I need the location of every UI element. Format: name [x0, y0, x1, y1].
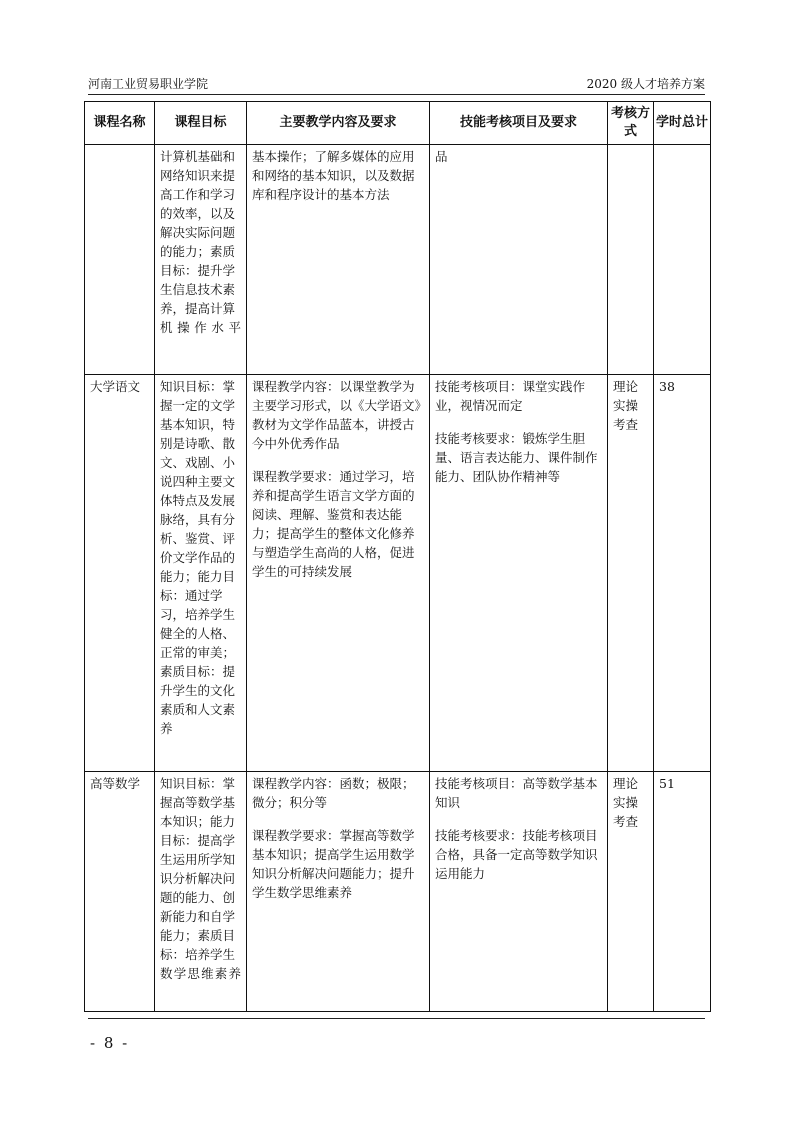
document-title: 2020 级人才培养方案: [586, 77, 705, 91]
assessment-method: [608, 145, 654, 375]
table-row: [85, 375, 711, 772]
header-assessment-method: 考核方式: [608, 102, 654, 145]
content-paragraph: 课程教学内容：以课堂教学为主要学习形式，以《大学语文》教材为文学作品蓝本，讲授古今中外优秀作品: [252, 379, 421, 451]
content-paragraph: 课程教学内容：函数；极限；微分；积分等: [252, 776, 415, 810]
content-paragraph: 基本操作；了解多媒体的应用和网络的基本知识，以及数据库和程序设计的基本方法: [252, 149, 415, 202]
header-skill-assessment: 技能考核项目及要求: [430, 102, 608, 145]
skill-assessment: [430, 772, 608, 1012]
skill-paragraph: 技能考核项目：课堂实践作业，视情况而定: [435, 379, 586, 413]
header-total-hours: 学时总计: [654, 102, 711, 145]
course-goal: 计算机基础和网络知识来提高工作和学习的效率，以及解决实际问题的能力；素质目标：提升学生信息技术素养，提高计算机操作水平: [155, 145, 247, 375]
course-goal: 知识目标：掌握一定的文学基本知识，特别是诗歌、散文、戏剧、小说四种主要文体特点及发展脉络，具有分析、鉴赏、评价文学作品的能力；能力目标：通过学习，培养学生健全的人格、正常的审美；素质目标：提升学生的文化素质和人文素养: [155, 375, 247, 772]
skill-paragraph: 技能考核要求：锻炼学生胆量、语言表达能力、课件制作能力、团队协作精神等: [435, 431, 598, 484]
content-paragraph: 课程教学要求：掌握高等数学基本知识；提高学生运用数学知识分析解决问题能力；提升学生数学思维素养: [252, 828, 415, 900]
header-course-name: 课程名称: [85, 102, 155, 145]
skill-paragraph: 技能考核项目：高等数学基本知识: [435, 776, 598, 810]
curriculum-table: [84, 101, 711, 1012]
content-paragraph: 课程教学要求：通过学习，培养和提高学生语言文学方面的阅读、理解、鉴赏和表达能力；提高学生的整体文化修养与塑造学生高尚的人格，促进学生的可持续发展: [252, 469, 415, 579]
skill-assessment: [430, 375, 608, 772]
teaching-content: [247, 375, 430, 772]
table-row: [85, 772, 711, 1012]
header-course-goal: 课程目标: [155, 102, 247, 145]
teaching-content: [247, 145, 430, 375]
assessment-method: 理论实操考查: [608, 375, 654, 772]
skill-assessment: [430, 145, 608, 375]
skill-paragraph: 品: [435, 149, 448, 164]
page-number: - 8 -: [90, 1034, 130, 1052]
footer-rule: [88, 1018, 705, 1019]
total-hours: [654, 145, 711, 375]
table-row: [85, 145, 711, 375]
school-name: 河南工业贸易职业学院: [88, 77, 209, 91]
course-name: 大学语文: [85, 375, 155, 772]
total-hours: 51: [654, 772, 711, 1012]
teaching-content: [247, 772, 430, 1012]
table-header-row: [85, 102, 711, 145]
total-hours: 38: [654, 375, 711, 772]
course-name: [85, 145, 155, 375]
course-goal: 知识目标：掌握高等数学基本知识；能力目标：提高学生运用所学知识分析解决问题的能力、创新能力和自学能力；素质目标：培养学生数学思维素养: [155, 772, 247, 1012]
page-header: [88, 74, 705, 95]
skill-paragraph: 技能考核要求：技能考核项目合格，具备一定高等数学知识运用能力: [435, 828, 598, 881]
assessment-method: 理论实操考查: [608, 772, 654, 1012]
header-teaching-content: 主要教学内容及要求: [247, 102, 430, 145]
course-name: 高等数学: [85, 772, 155, 1012]
